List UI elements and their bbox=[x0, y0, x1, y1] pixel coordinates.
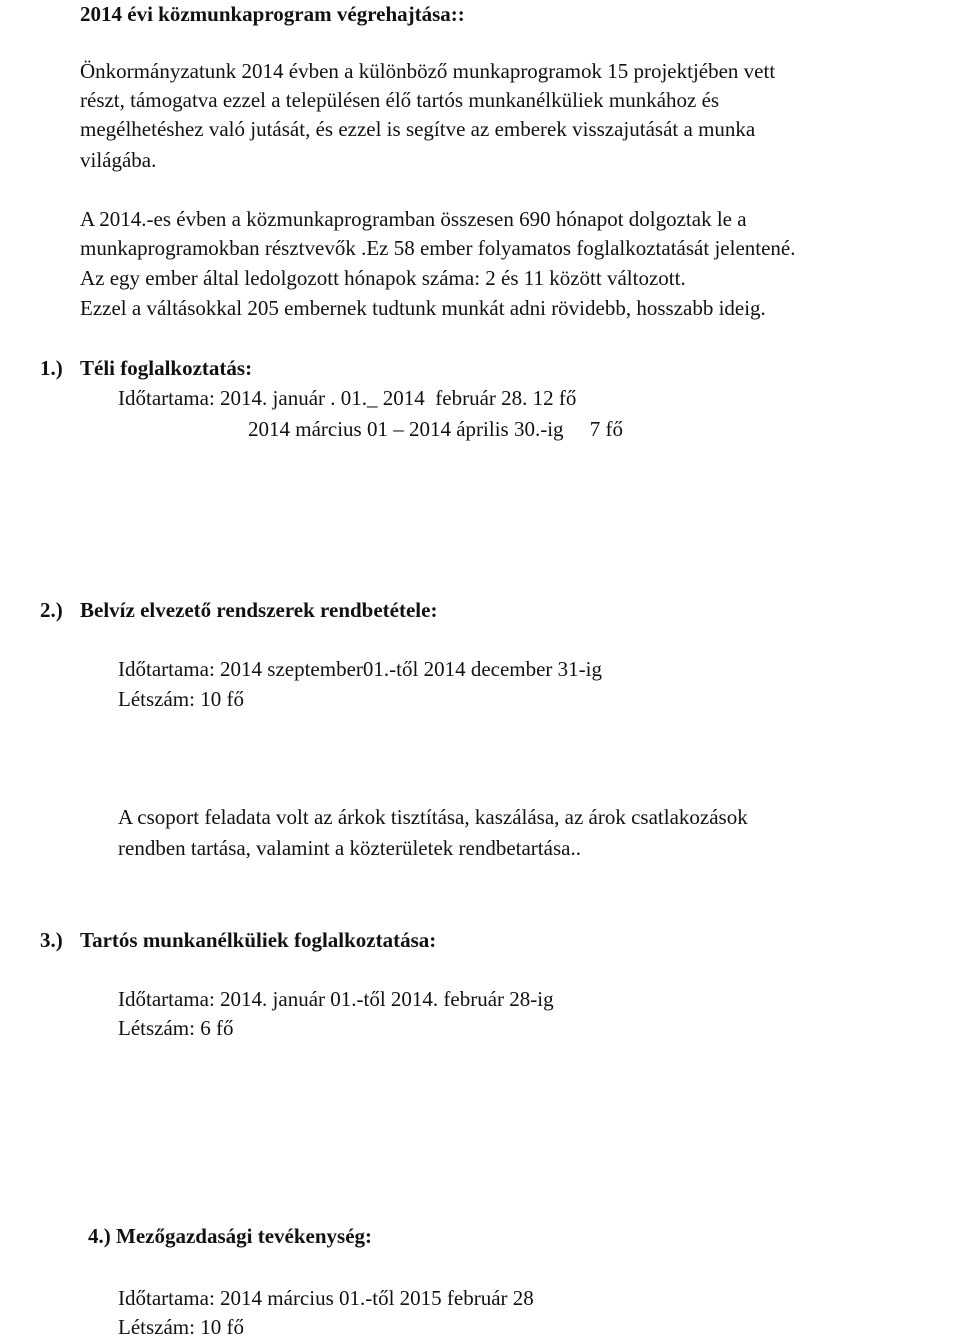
text-line: Az egy ember által ledolgozott hónapok száma: 2 és 11 között változott. bbox=[80, 266, 686, 290]
section-heading-with-number bbox=[88, 1222, 372, 1251]
text-line: A 2014.-es évben a közmunkaprogramban összesen 690 hónapot dolgoztak le a bbox=[80, 207, 747, 231]
description-line: rendben tartása, valamint a közterületek rendbetartása.. bbox=[118, 836, 581, 860]
section-heading: Belvíz elvezető rendszerek rendbetétele: bbox=[80, 598, 438, 622]
text-line: munkaprogramokban résztvevők .Ez 58 ember folyamatos foglalkoztatását jelentené. bbox=[80, 236, 796, 260]
section-number: 1.) bbox=[40, 356, 63, 380]
duration-line: Időtartama: 2014. január 01.-től 2014. február 28-ig bbox=[118, 987, 554, 1011]
duration-line: 2014 március 01 – 2014 április 30.-ig 7 fő bbox=[248, 417, 624, 441]
section-number: 4.) bbox=[88, 1224, 111, 1248]
section-heading: Mezőgazdasági tevékenység: bbox=[116, 1224, 373, 1248]
text-line: Ezzel a váltásokkal 205 embernek tudtunk munkát adni rövidebb, hosszabb ideig. bbox=[80, 296, 766, 320]
duration-line: Időtartama: 2014. január . 01._ 2014 február 28. 12 fő bbox=[118, 386, 577, 410]
headcount-line: Létszám: 10 fő bbox=[118, 1315, 244, 1339]
text-line: részt, támogatva ezzel a településen élő tartós munkanélküliek munkához és bbox=[80, 88, 720, 112]
text-line: világába. bbox=[80, 148, 157, 172]
headcount-line: Létszám: 10 fő bbox=[118, 687, 244, 711]
section-number: 2.) bbox=[40, 598, 63, 622]
duration-line: Időtartama: 2014 március 01.-től 2015 február 28 bbox=[118, 1286, 534, 1310]
duration-line: Időtartama: 2014 szeptember01.-től 2014 december 31-ig bbox=[118, 657, 603, 681]
text-line: Önkormányzatunk 2014 évben a különböző munkaprogramok 15 projektjében vett bbox=[80, 59, 776, 83]
section-heading: Téli foglalkoztatás: bbox=[80, 356, 253, 380]
section-number: 3.) bbox=[40, 928, 63, 952]
text-line: megélhetéshez való jutását, és ezzel is segítve az emberek visszajutását a munka bbox=[80, 117, 756, 141]
section-heading: Tartós munkanélküliek foglalkoztatása: bbox=[80, 928, 437, 952]
page-title: 2014 évi közmunkaprogram végrehajtása:: bbox=[80, 2, 465, 26]
description-line: A csoport feladata volt az árkok tisztítása, kaszálása, az árok csatlakozások bbox=[118, 805, 748, 829]
headcount-line: Létszám: 6 fő bbox=[118, 1016, 234, 1040]
